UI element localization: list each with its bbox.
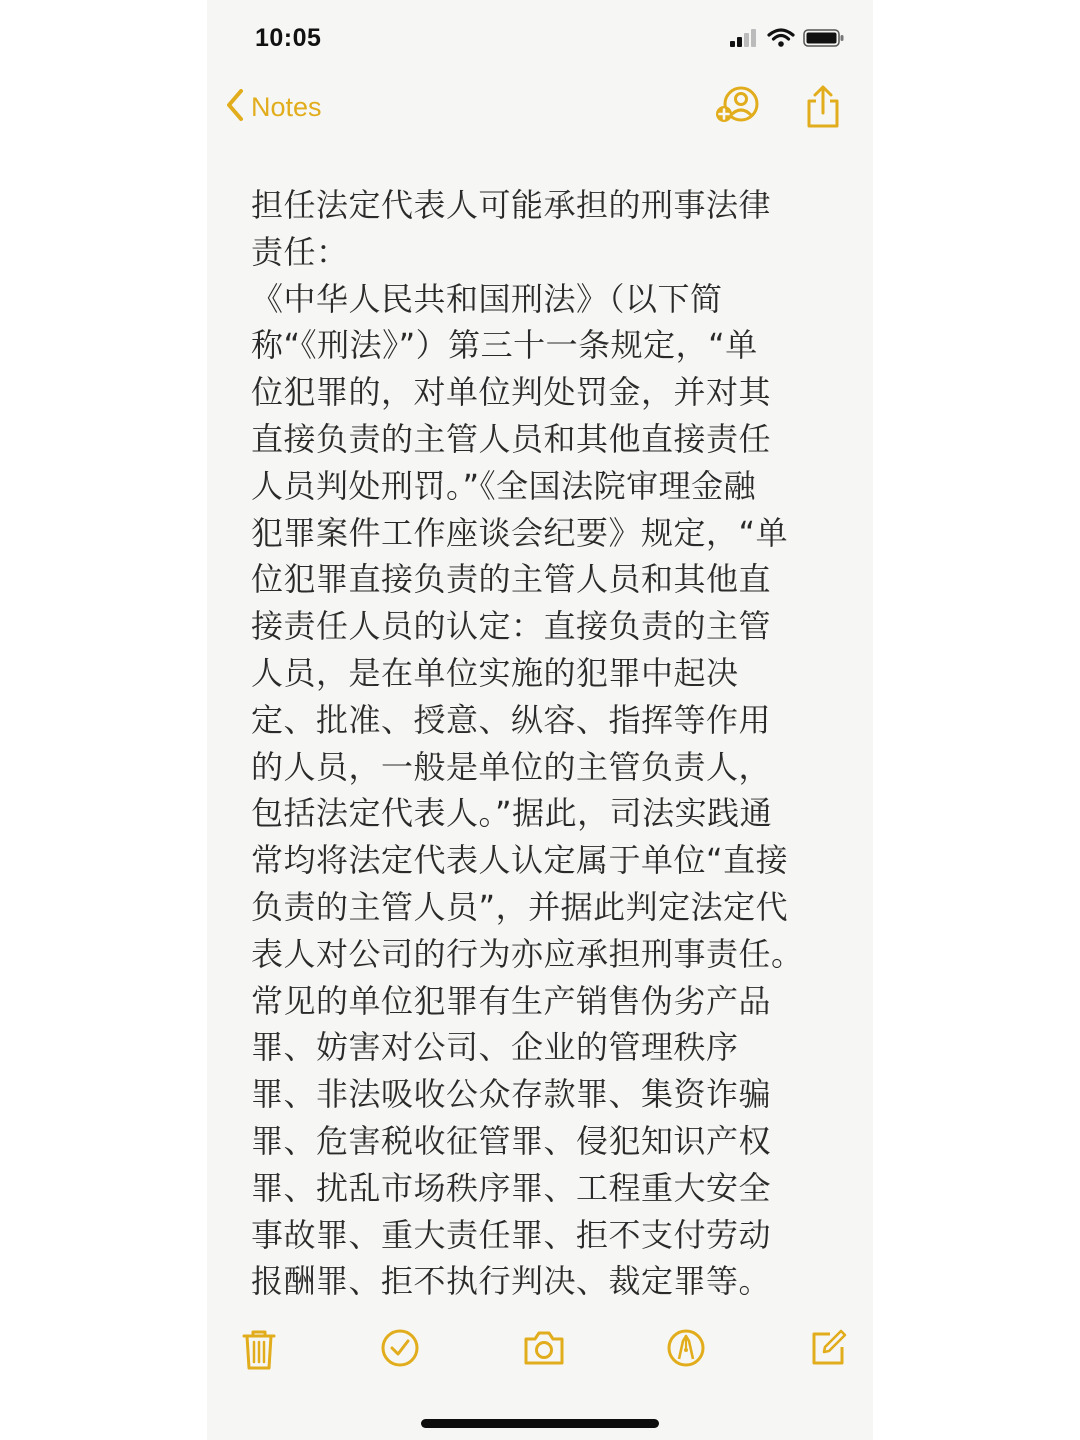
add-person-icon[interactable] (713, 84, 761, 132)
pen-tip-circle-icon[interactable] (666, 1328, 706, 1372)
note-line: 的人员，一般是单位的主管负责人， (251, 747, 772, 786)
status-icons (729, 28, 845, 52)
note-line: 常见的单位犯罪有生产销售伪劣产品 (251, 981, 772, 1020)
note-line: 责任： (251, 232, 349, 271)
note-body-text[interactable] (251, 182, 831, 1305)
camera-icon[interactable] (522, 1328, 566, 1372)
note-line: 包括法定代表人。”据此，司法实践通 (251, 794, 773, 833)
wifi-icon (767, 28, 795, 52)
note-line: 犯罪案件工作座谈会纪要》规定，“单 (251, 513, 789, 552)
checkmark-circle-icon[interactable] (380, 1328, 420, 1372)
compose-icon[interactable] (808, 1328, 848, 1372)
note-line: 常均将法定代表人认定属于单位“直接 (251, 841, 789, 880)
note-line: 事故罪、重大责任罪、拒不支付劳动 (251, 1215, 772, 1254)
battery-icon (803, 28, 845, 52)
note-line: 称“《刑法》”）第三十一条规定，“单 (251, 326, 758, 365)
note-line: 负责的主管人员”，并据此判定法定代 (251, 887, 789, 926)
note-line: 报酬罪、拒不执行判决、裁定罪等。 (251, 1262, 772, 1301)
share-icon[interactable] (803, 84, 843, 134)
notes-screen (207, 0, 873, 1440)
note-line: 位犯罪的，对单位判处罚金，并对其 (251, 373, 772, 412)
note-line: 罪、危害税收征管罪、侵犯知识产权 (251, 1121, 772, 1160)
home-indicator[interactable] (421, 1419, 659, 1428)
note-line: 人员，是在单位实施的犯罪中起决 (251, 653, 739, 692)
note-line: 人员判处刑罚。”《全国法院审理金融 (251, 466, 757, 505)
note-line: 《中华人民共和国刑法》（以下简 (251, 279, 723, 318)
back-label: Notes (251, 91, 322, 122)
status-bar (207, 0, 873, 78)
note-line: 直接负责的主管人员和其他直接责任 (251, 419, 772, 458)
back-to-notes-button[interactable] (225, 88, 322, 126)
chevron-left-icon (225, 88, 245, 126)
note-line: 担任法定代表人可能承担的刑事法律 (251, 186, 772, 224)
status-time: 10:05 (255, 24, 322, 52)
note-line: 罪、非法吸收公众存款罪、集资诈骗 (251, 1075, 772, 1114)
note-line: 位犯罪直接负责的主管人员和其他直 (251, 560, 772, 599)
note-line: 罪、妨害对公司、企业的管理秩序 (251, 1028, 739, 1067)
cellular-signal-icon (729, 28, 759, 52)
note-line: 表人对公司的行为亦应承担刑事责任。 (251, 934, 804, 973)
note-line: 接责任人员的认定：直接负责的主管 (251, 607, 772, 646)
trash-icon[interactable] (241, 1328, 277, 1376)
note-line: 定、批准、授意、纵容、指挥等作用 (251, 700, 772, 739)
bottom-toolbar (207, 1322, 873, 1382)
navigation-bar (207, 80, 873, 140)
note-line: 罪、扰乱市场秩序罪、工程重大安全 (251, 1168, 772, 1207)
